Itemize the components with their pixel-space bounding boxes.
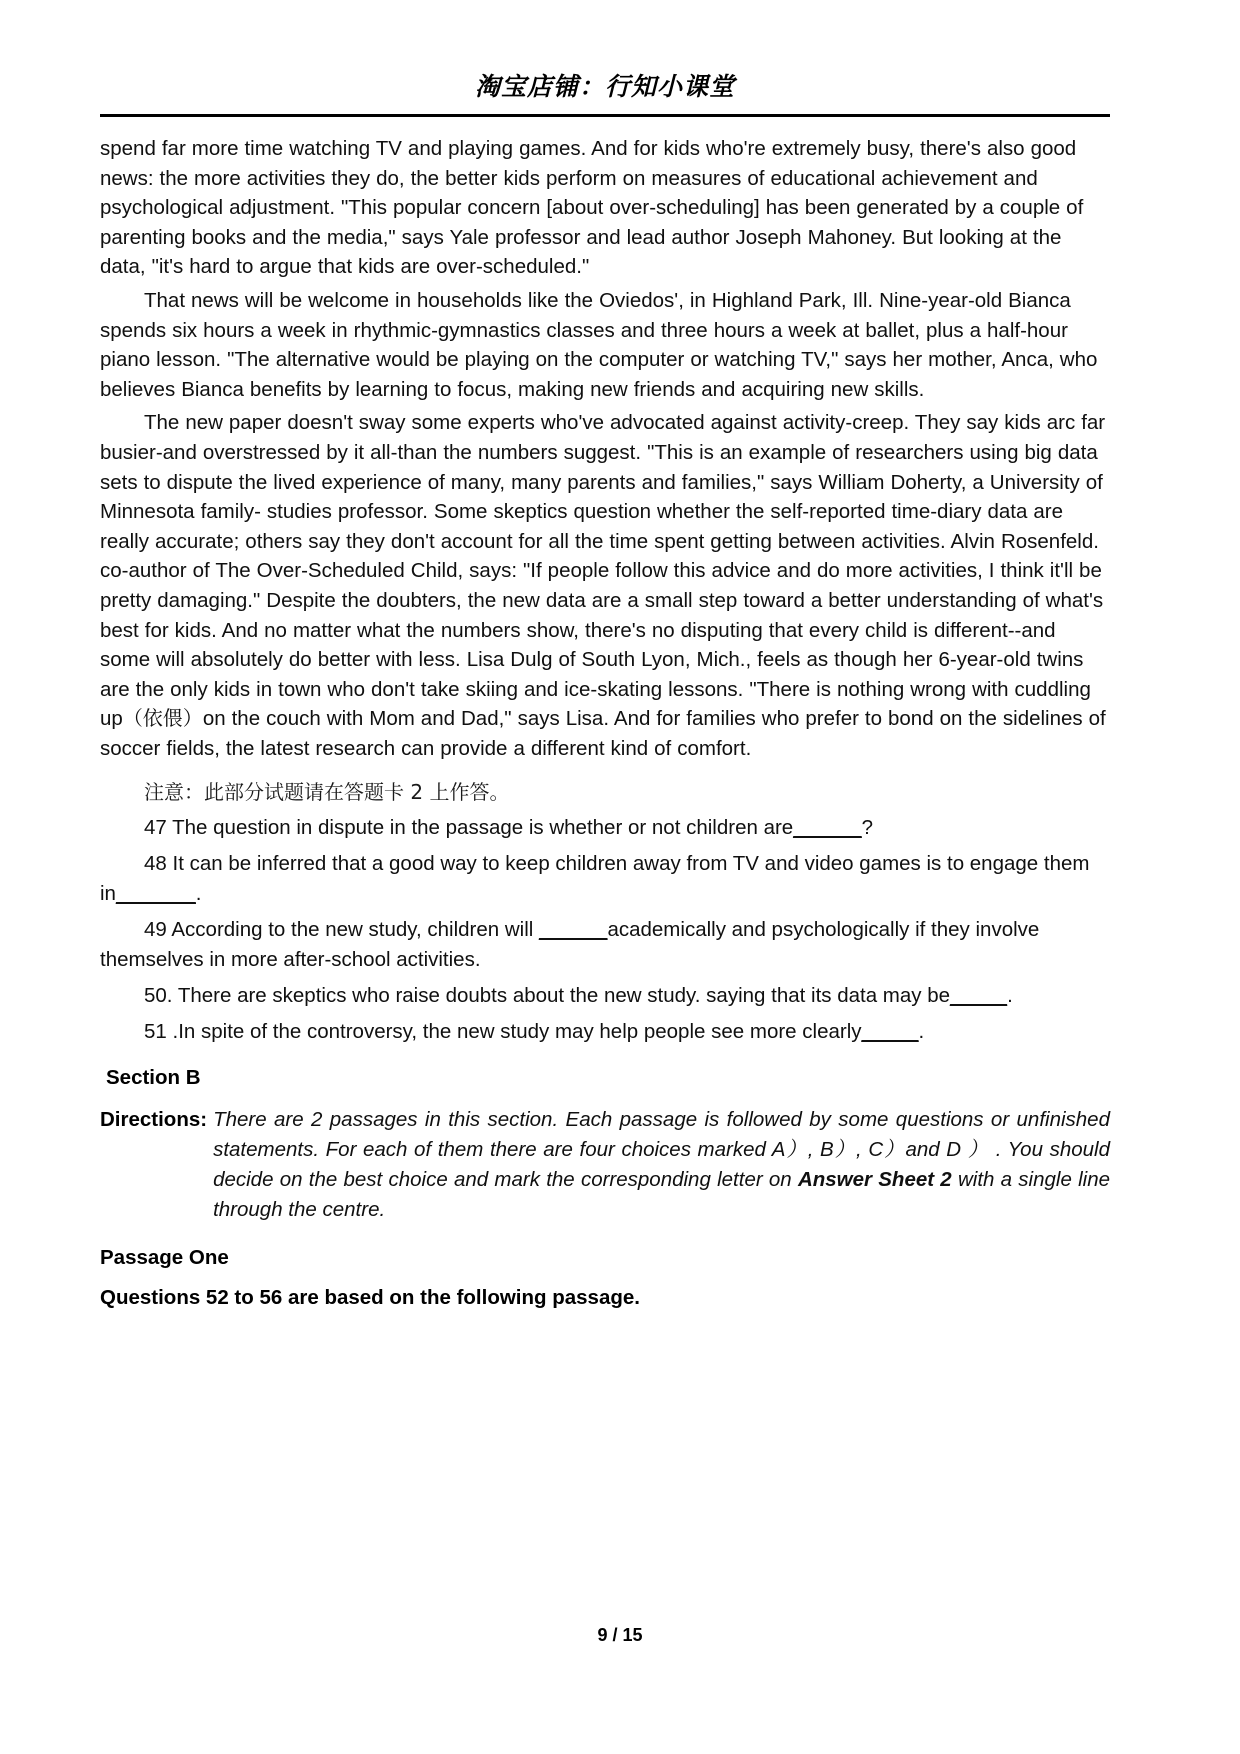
paragraph-oviedos: That news will be welcome in households like the Oviedos', in Highland Park, Ill. Nine-year-old Bianca spends six hours a week in rhythmic-gymnastics classes and three hours a week at ballet, plus a half-hour piano lesson. "The alternative would be playing on the computer or watching TV," says her mother, Anca, who believes Bianca benefits by learning to focus, making new friends and acquiring new skills. [100,288,1098,401]
chinese-gloss-yiwei: （依偎） [122,706,203,731]
shop-watermark-title: 淘宝店铺：行知小课堂 [474,72,735,101]
question-51-text: 51 .In spite of the controversy, the new study may help people see more clearly [144,1020,862,1044]
answer-sheet-reference: Answer Sheet 2 [797,1168,952,1192]
directions-block [100,1105,1110,1225]
paragraph-skeptics-text-2: on the couch with Mom and Dad," says Lisa. And for families who prefer to bond on the sidelines of soccer fields, the latest research can provide a different kind of comfort. [100,707,1106,760]
question-51-suffix: . [918,1020,925,1044]
question-49-suffix: academically and psychologically if they involve themselves in more after-school activities. [100,918,1040,972]
question-49-blank: ______ [539,918,608,942]
question-50-blank: _____ [950,984,1008,1008]
paragraph-continuation: spend far more time watching TV and playing games. And for kids who're extremely busy, there's also good news: the more activities they do, the better kids perform on measures of educational achievement and psychological adjustment. "This popular concern [about over-scheduling] has been generated by a couple of parenting books and the media," says Yale professor and lead author Joseph Mahoney. But looking at the data, "it's hard to argue that kids are over-scheduled." [100,137,1084,279]
question-51 [100,1017,1110,1047]
question-47 [100,813,1110,843]
page-header [100,72,1110,117]
question-47-blank: ______ [793,816,862,840]
question-49 [100,915,1110,975]
question-50 [100,981,1110,1011]
question-48-blank: _______ [115,882,196,906]
question-48-suffix: . [195,882,202,906]
paragraph-skeptics [100,408,1110,763]
question-50-text: 50. There are skeptics who raise doubts about the new study. saying that its data may be [144,984,951,1008]
directions-text [213,1105,1110,1225]
question-48 [100,849,1110,909]
page-number-footer: 9 / 15 [597,1625,643,1645]
questions-52-56-heading: Questions 52 to 56 are based on the following passage. [100,1286,640,1310]
paragraph-skeptics-text-1: The new paper doesn't sway some experts who've advocated against activity-creep. They say kids arc far busier-and overstressed by it all-than the numbers suggest. "This is an example of researchers using big data sets to dispute the lived experience of many, many parents and families," says William Doherty, a University of Minnesota family- studies professor. Some skeptics question whether the self-reported time-diary data are really accurate; others say they don't account for all the time spent getting between activities. Alvin Rosenfeld. co-author of The Over-Scheduled Child, says: "If people follow this advice and do more activities, I think it'll be pretty damaging." Despite the doubters, the new data are a small step toward a better understanding of what's best for kids. And no matter what the numbers show, there's no disputing that every child is different--and some will absolutely do better with less. Lisa Dulg of South Lyon, Mich., feels as though her 6-year-old twins are the only kids in town who don't take skiing and ice-skating lessons. "There is nothing wrong with cuddling up [100,411,1106,731]
question-48-text: 48 It can be inferred that a good way to keep children away from TV and video games is to engage them in [100,852,1090,906]
document-body [100,134,1110,1311]
header-divider [100,114,1110,117]
question-47-text: 47 The question in dispute in the passage is whether or not children are [144,816,794,840]
question-51-blank: _____ [861,1020,919,1044]
passage-one-heading: Passage One [100,1246,229,1270]
question-49-text: 49 According to the new study, children will [144,918,540,942]
section-b-heading: Section B [106,1066,201,1090]
question-50-suffix: . [1007,984,1013,1008]
answer-sheet-notice: 注意：此部分试题请在答题卡 2 上作答。 [144,780,510,805]
directions-text-part2: with a single line through the centre. [213,1168,1110,1222]
directions-text-part1: There are 2 passages in this section. Each passage is followed by some questions or unfinished statements. For each of them there are four choices marked A）, B）, C）and D ） . You should decide on the best choice and mark the corresponding letter on [213,1108,1110,1192]
directions-label: Directions: [100,1108,208,1132]
question-47-suffix: ? [861,816,874,840]
